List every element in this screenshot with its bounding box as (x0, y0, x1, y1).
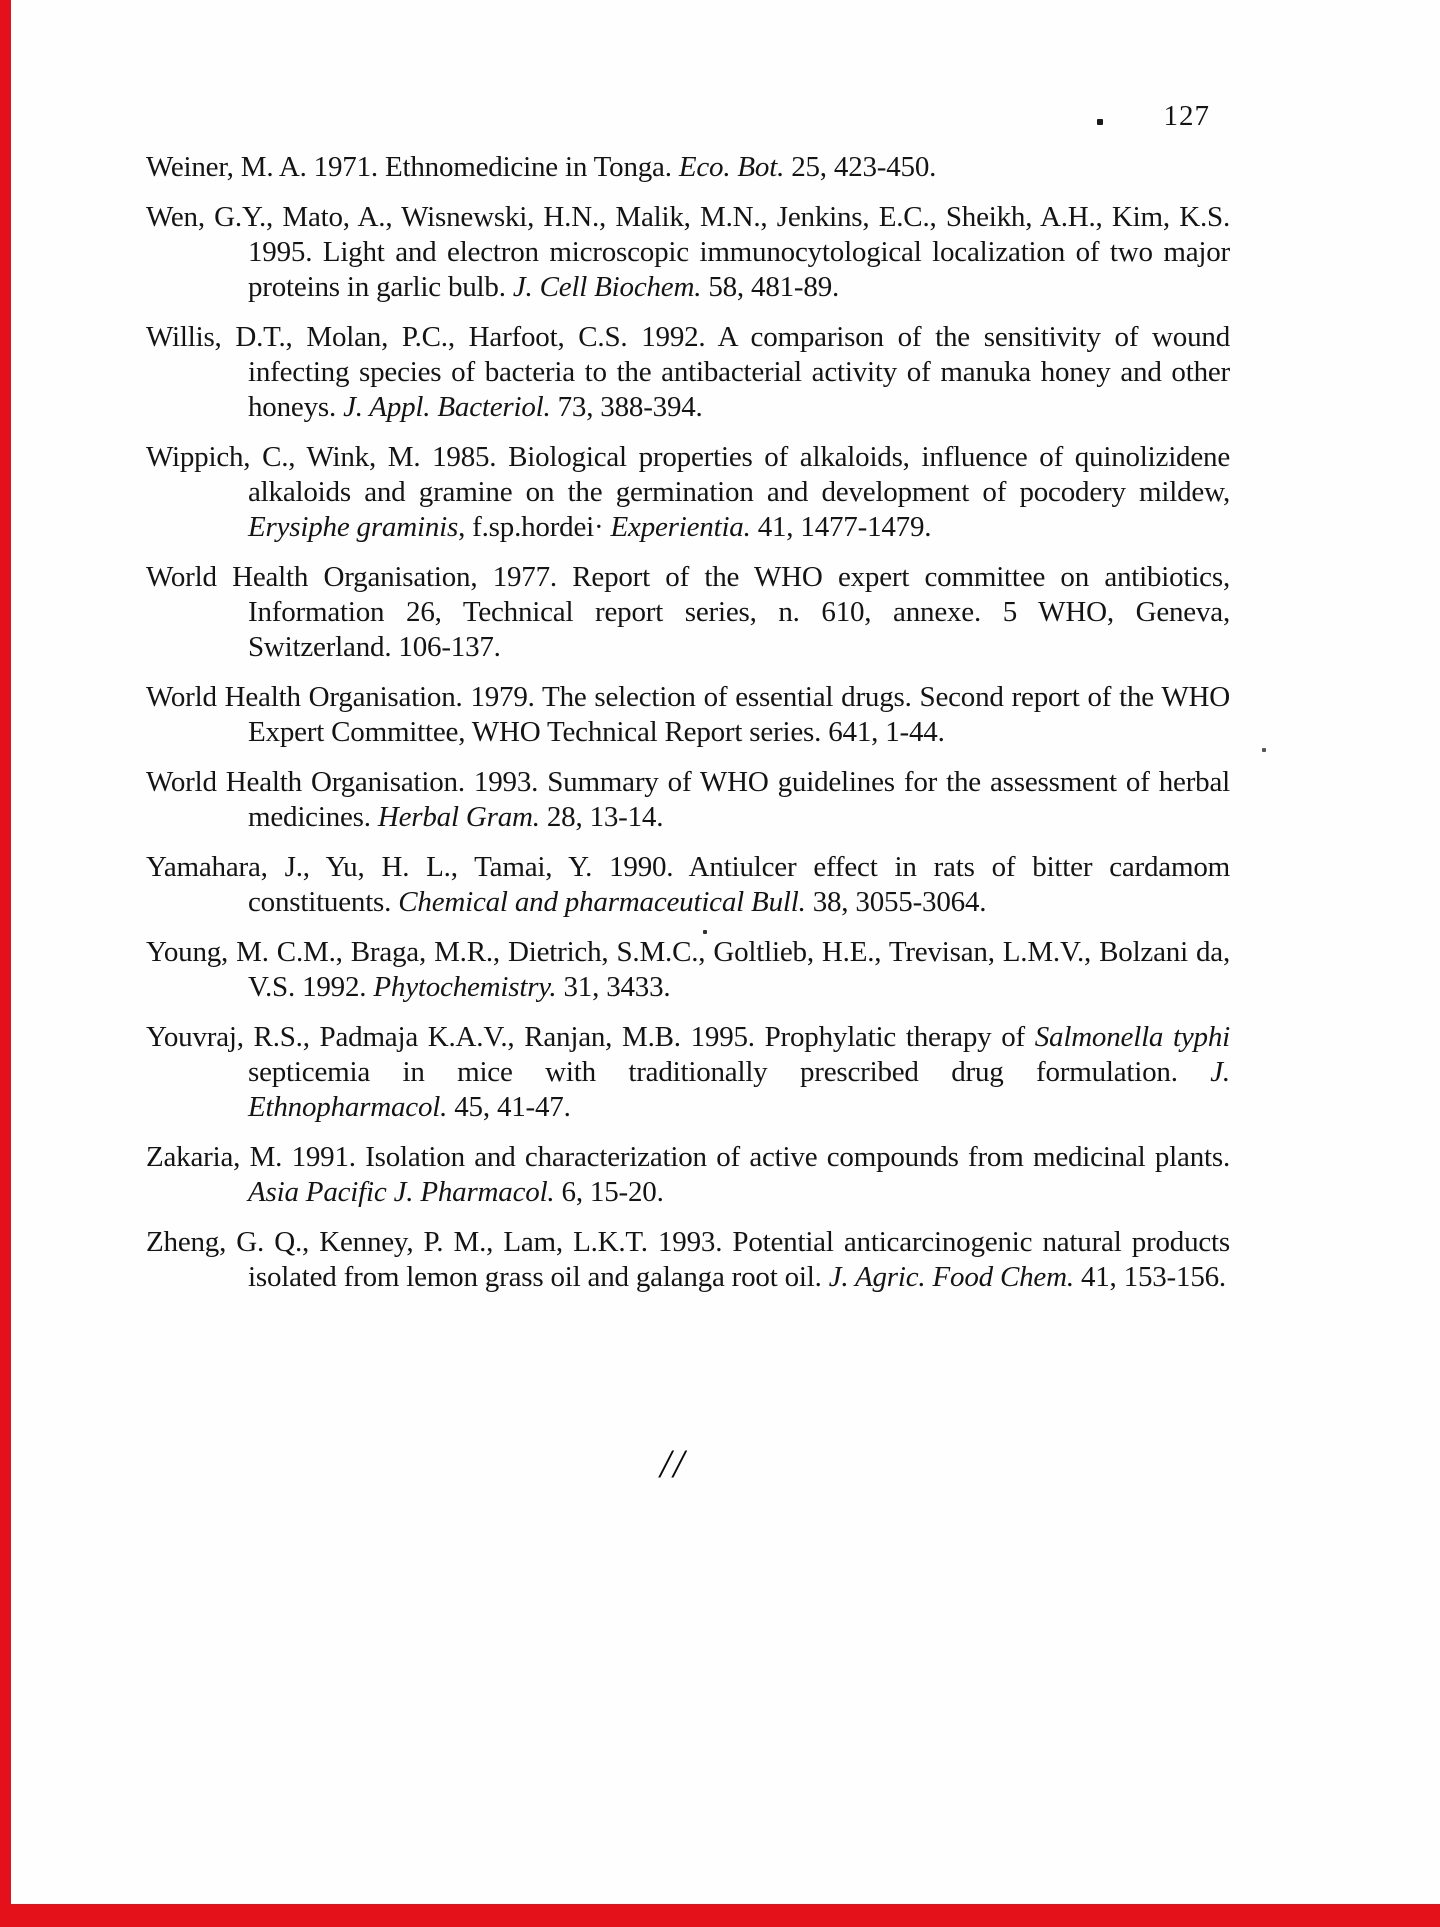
reference-text-segment: World Health Organisation. 1993. Summary of WHO guidelines for the assessment of herbal medicines. (146, 766, 1230, 833)
reference-journal-name: Salmonella typhi (1034, 1021, 1230, 1053)
reference-journal-name: Phytochemistry. (373, 971, 557, 1003)
reference-journal-name: J. Appl. Bacteriol. (343, 391, 551, 423)
scan-edge-bottom-red-strip (0, 1904, 1440, 1927)
reference-text-segment: Young, M. C.M., Braga, M.R., Dietrich, S.M.C., Goltlieb, H.E., Trevisan, L.M.V., Bolzani da, V.S. 1992. (146, 936, 1230, 1003)
reference-text-segment: septicemia in mice with traditionally prescribed drug formulation. (248, 1056, 1211, 1088)
reference-item (146, 200, 1230, 305)
reference-journal-name: Chemical and pharmaceutical Bull. (398, 886, 806, 918)
reference-text-segment: Youvraj, R.S., Padmaja K.A.V., Ranjan, M.B. 1995. Prophylatic therapy of (146, 1021, 1035, 1053)
reference-journal-name: Herbal Gram. (377, 801, 540, 833)
reference-text-segment: 38, 3055-3064. (805, 886, 987, 918)
reference-text-segment: World Health Organisation, 1977. Report of the WHO expert committee on antibiotics, Information 26, Technical report series, n. 610, annexe. 5 WHO, Geneva, Switzerland. 106-137. (146, 561, 1230, 663)
reference-text-segment: 28, 13-14. (539, 801, 664, 833)
end-of-references-mark: // (660, 1441, 687, 1486)
reference-text-segment: Willis, D.T., Molan, P.C., Harfoot, C.S. 1992. A comparison of the sensitivity of wound infecting species of bacteria to the antibacterial activity of manuka honey and other honeys. (146, 321, 1230, 423)
reference-text-segment: Zheng, G. Q., Kenney, P. M., Lam, L.K.T. 1993. Potential anticarcinogenic natural products isolated from lemon grass oil and galanga root oil. (146, 1226, 1230, 1293)
reference-journal-name: J. Agric. Food Chem. (828, 1261, 1074, 1293)
reference-text-segment: 73, 388-394. (550, 391, 703, 423)
reference-text-segment: 25, 423-450. (784, 151, 937, 183)
reference-journal-name: J. Ethnopharmacol. (248, 1056, 1230, 1123)
reference-text-segment: , f.sp.hordei· (458, 511, 611, 543)
reference-journal-name: Asia Pacific J. Pharmacol. (248, 1176, 555, 1208)
reference-text-segment: Zakaria, M. 1991. Isolation and characterization of active compounds from medicinal plants. (146, 1141, 1230, 1173)
reference-item (146, 935, 1230, 1005)
reference-item (146, 765, 1230, 835)
reference-item (146, 320, 1230, 425)
reference-text-segment: 45, 41-47. (447, 1091, 571, 1123)
reference-item (146, 1020, 1230, 1125)
reference-journal-name: J. Cell Biochem. (512, 271, 702, 303)
reference-item (146, 440, 1230, 545)
reference-text-segment: 31, 3433. (556, 971, 671, 1003)
reference-item (146, 850, 1230, 920)
reference-text-segment: World Health Organisation. 1979. The selection of essential drugs. Second report of the WHO Expert Committee, WHO Technical Report series. 641, 1-44. (146, 681, 1230, 748)
scan-speck (1097, 119, 1103, 125)
reference-text-segment: 41, 1477-1479. (750, 511, 932, 543)
reference-text-segment: Yamahara, J., Yu, H. L., Tamai, Y. 1990. Antiulcer effect in rats of bitter cardamom constituents. (146, 851, 1230, 918)
reference-text-segment: 41, 153-156. (1073, 1261, 1226, 1293)
reference-text-segment: 58, 481-89. (701, 271, 840, 303)
reference-item (146, 1140, 1230, 1210)
reference-text-segment: 6, 15-20. (554, 1176, 664, 1208)
reference-item (146, 680, 1230, 750)
scan-speck (703, 930, 707, 934)
reference-journal-name: Eco. Bot. (678, 151, 785, 183)
reference-text-segment: Wippich, C., Wink, M. 1985. Biological properties of alkaloids, influence of quinolizidene alkaloids and gramine on the germination and development of pocodery mildew, (146, 441, 1230, 508)
reference-text-segment: Wen, G.Y., Mato, A., Wisnewski, H.N., Malik, M.N., Jenkins, E.C., Sheikh, A.H., Kim, K.S. 1995. Light and electron microscopic immunocytological localization of two major proteins in garlic bulb. (146, 201, 1230, 303)
scan-edge-left-red-strip (0, 0, 11, 1927)
reference-item (146, 150, 1230, 185)
scan-speck (1262, 748, 1266, 752)
reference-item (146, 1225, 1230, 1295)
reference-text-segment: Weiner, M. A. 1971. Ethnomedicine in Tonga. (146, 151, 679, 183)
reference-list (146, 150, 1230, 1310)
reference-journal-name: Experientia. (610, 511, 751, 543)
reference-item (146, 560, 1230, 665)
page-number: 127 (1163, 100, 1210, 132)
reference-journal-name: Erysiphe graminis (248, 511, 459, 543)
